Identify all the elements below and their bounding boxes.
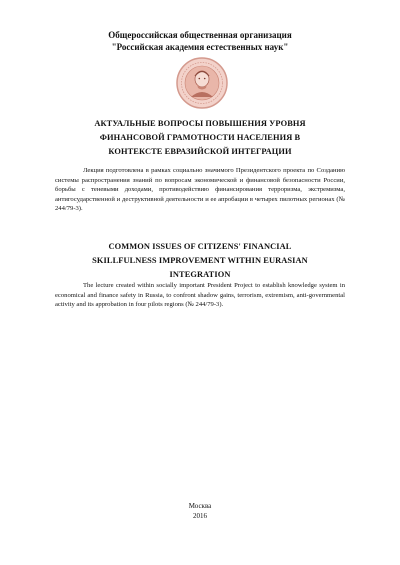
russian-title: АКТУАЛЬНЫЕ ВОПРОСЫ ПОВЫШЕНИЯ УРОВНЯ ФИНАНСОВОЙ ГРАМОТНОСТИ НАСЕЛЕНИЯ В КОНТЕКСТЕ ЕВРАЗИЙСКОЙ ИНТЕГРАЦИИ: [94, 119, 306, 156]
organization-line-1: Общероссийская общественная организация: [108, 30, 292, 40]
english-title: COMMON ISSUES OF CITIZENS' FINANCIAL SKILLFULNESS IMPROVEMENT WITHIN EURASIAN INTEGRATION: [92, 242, 308, 279]
english-abstract: The lecture created within socially important President Project to establish knowledge system in economical and finance safety in Russia, to confront shadow gains, terrorism, extremism, anti-governmental activity and its approbation in four pilots regions (№ 244/79-3).: [55, 282, 345, 309]
organization-line-2: "Российская академия естественных наук": [111, 42, 289, 52]
russian-abstract: Лекция подготовлена в рамках социально значимого Президентского проекта по Созданию системы распространения знаний по вопросам экономической и финансовой безопасности России, борьбы с теневыми доходами, противодействию финансирования терроризма, экстремизма, антигосударственной и деструктивной деятельности и ее апробации в четырех пилотных регионах (№ 244/79-3).: [55, 167, 345, 213]
academy-seal-icon: [176, 57, 228, 109]
publication-year: 2016: [193, 512, 207, 520]
publication-city: Москва: [188, 502, 212, 510]
